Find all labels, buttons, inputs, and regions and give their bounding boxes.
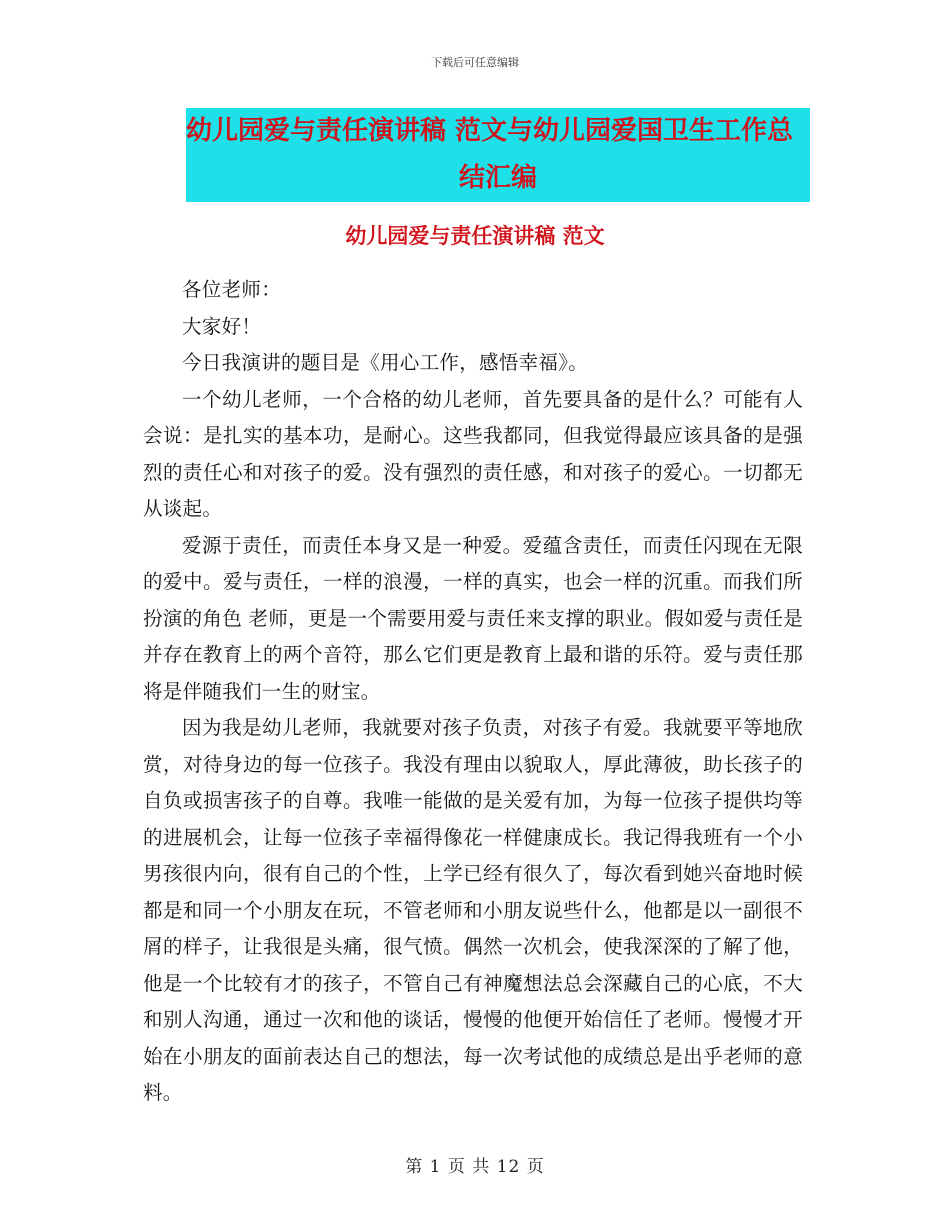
paragraph-topic: 今日我演讲的题目是《用心工作，感悟幸福》。 (182, 351, 589, 374)
paragraph-story: 因为我是幼儿老师，我就要对孩子负责，对孩子有爱。我就要平等地欣赏，对待身边的每一位孩子。我没有理由以貌取人，厚此薄彼，助长孩子的自负或损害孩子的自尊。我唯一能做的是关爱有加，为每一位孩子提供均等的进展机会，让每一位孩子幸福得像花一样健康成长。我记得我班有一个小男孩很内向，很有自己的个性，上学已经有很久了，每次看到她兴奋地时候都是和同一个小朋友在玩，不管老师和小朋友说些什么，他都是以一副很不屑的样子，让我很是头痛，很气愤。偶然一次机会，使我深深的了解了他，他是一个比较有才的孩子，不管自己有神魔想法总会深藏自己的心底，不大和别人沟通，通过一次和他的谈话，慢慢的他便开始信任了老师。慢慢才开始在小朋友的面前表达自己的想法，每一次考试他的成绩总是出乎老师的意料。 (143, 716, 803, 1104)
page-header: 下载后可任意编辑 (431, 56, 519, 69)
paragraph-greeting: 各位老师： (182, 278, 282, 301)
document-title-line-2-text: 结汇编 (459, 159, 537, 197)
paragraph-love-responsibility: 爱源于责任，而责任本身又是一种爱。爱蕴含责任，而责任闪现在无限的爱中。爱与责任，一样的浪漫，一样的真实，也会一样的沉重。而我们所扮演的角色 老师，更是一个需要用爱与责任来支撑的职业。假如爱与责任是并存在教育上的两个音符，那么它们更是教育上最和谐的乐符。爱与责任那将是伴随我们一生的财宝。 (143, 533, 803, 703)
paragraph-qualities: 一个幼儿老师，一个合格的幼儿老师，首先要具备的是什么？可能有人会说：是扎实的基本功，是耐心。这些我都同，但我觉得最应该具备的是强烈的责任心和对孩子的爱。没有强烈的责任感，和对孩子的爱心。一切都无从谈起。 (143, 387, 803, 520)
document-title-line-1 (186, 108, 810, 155)
document-body (143, 272, 803, 1112)
document-title-line-1-text: 幼儿园爱与责任演讲稿 范文与幼儿园爱国卫生工作总 (186, 112, 793, 150)
paragraph-hello: 大家好！ (182, 314, 262, 338)
document-title (186, 108, 810, 202)
document-title-line-2 (186, 155, 810, 202)
section-heading: 幼儿园爱与责任演讲稿 范文 (345, 223, 605, 248)
page-footer: 第 1 页 共 12 页 (405, 1157, 545, 1177)
